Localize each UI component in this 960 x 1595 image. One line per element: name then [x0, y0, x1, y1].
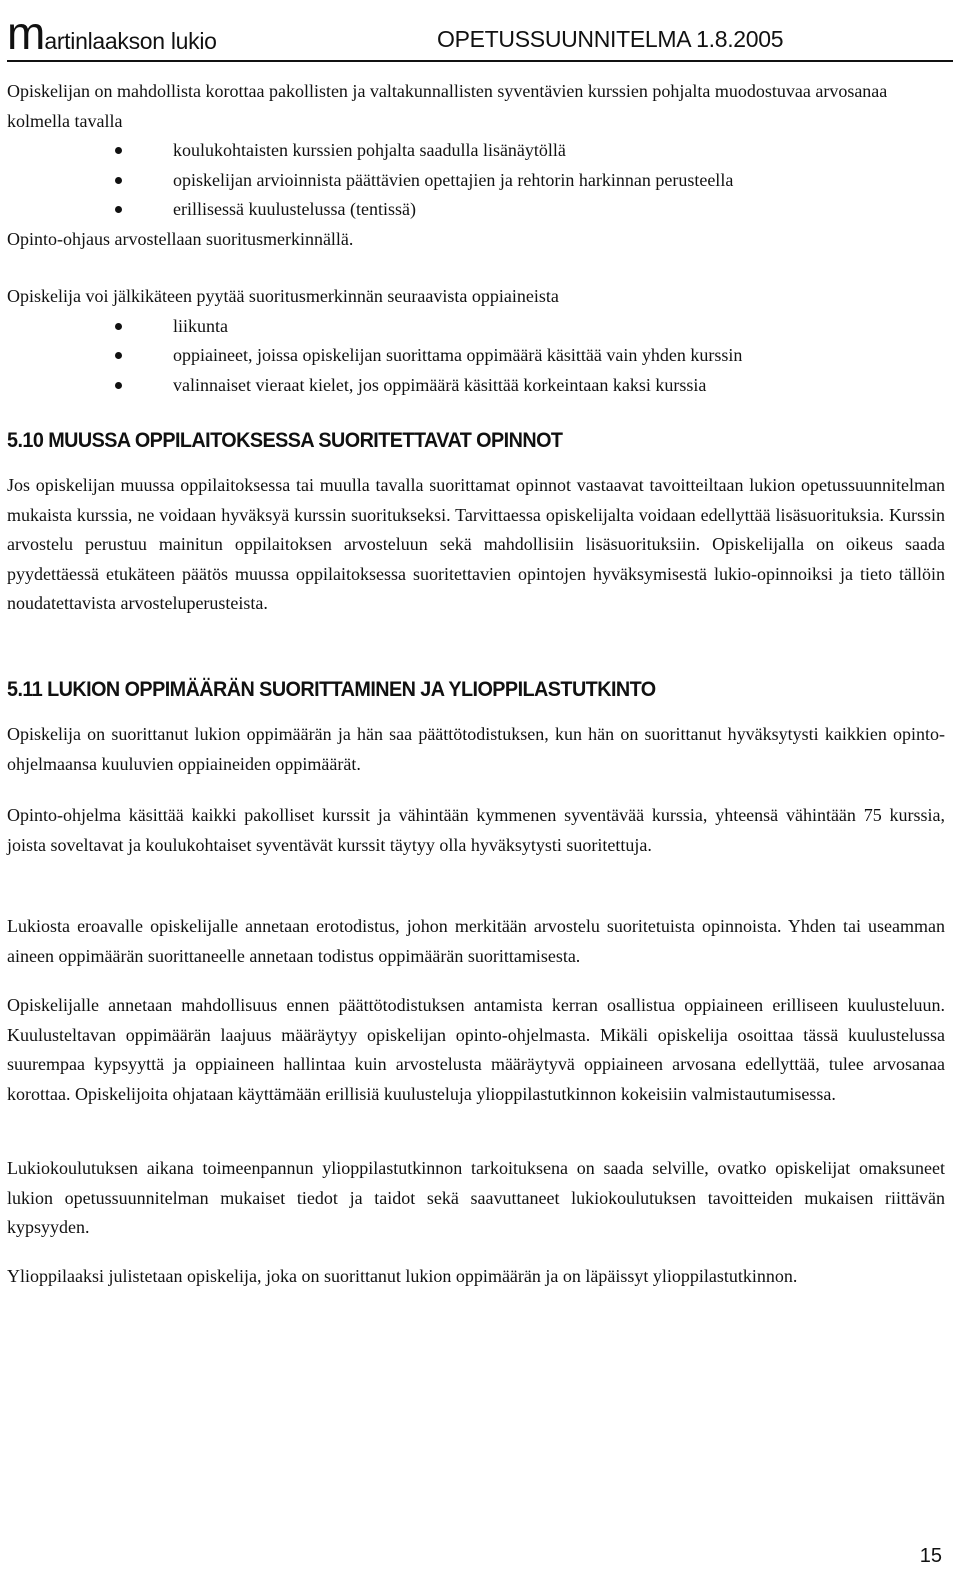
section-heading-5-10: 5.10 MUUSSA OPPILAITOKSESSA SUORITETTAVAT OPINNOT — [7, 428, 563, 452]
list-item — [7, 166, 945, 196]
curriculum-title: OPETUSSUUNNITELMA 1.8.2005 — [437, 26, 784, 52]
section-5-11-paragraph-4 — [7, 991, 945, 1109]
section-5-11-paragraph-2 — [7, 801, 945, 860]
list-item — [7, 195, 945, 225]
bullet-icon — [115, 177, 122, 184]
paragraph: Lukiokoulutuksen aikana toimeenpannun ylioppilastutkinnon tarkoituksena on saada selville, ovatko opiskelijat omaksuneet lukion opetussuunnitelman mukaiset tiedot ja taidot sekä saavuttaneet lukiokoulutuksen tavoitteiden mukaisen riittävän kypsyyden. — [7, 1158, 945, 1237]
bullet-icon — [115, 206, 122, 213]
list-item — [7, 371, 945, 401]
paragraph: Ylioppilaaksi julistetaan opiskelija, joka on suorittanut lukion oppimäärän ja on läpäissyt ylioppilastutkinnon. — [7, 1266, 798, 1286]
page-number: 15 — [919, 1545, 942, 1567]
grade-improvement-intro: Opiskelijan on mahdollista korottaa pakollisten ja valtakunnallisten syventävien kurssien pohjalta muodostuvaa arvosanaa kolmella tavalla — [7, 81, 888, 131]
header-rule — [7, 60, 953, 62]
guidance-grading-note: Opinto-ohjaus arvostellaan suoritusmerkinnällä. — [7, 228, 354, 249]
bullet-icon — [115, 147, 122, 154]
paragraph: Opinto-ohjelma käsittää kaikki pakolliset kurssit ja vähintään kymmenen syventävää kurssia, yhteensä vähintään 75 kurssia, joista soveltavat ja koulukohtaiset syventävät kurssit täytyy olla hyväksytysti suoritettuja. — [7, 805, 945, 855]
list-item-text: liikunta — [173, 315, 228, 336]
section-5-11-paragraph-1 — [7, 720, 945, 779]
list-item-text: oppiaineet, joissa opiskelijan suorittama oppimäärä käsittää vain yhden kurssin — [173, 345, 743, 365]
page-header — [7, 7, 953, 62]
list-item — [7, 136, 945, 166]
grade-improvement-list — [7, 136, 945, 225]
list-item — [7, 341, 945, 371]
paragraph: Lukiosta eroavalle opiskelijalle annetaan erotodistus, johon merkitään arvostelu suoritetuista opinnoista. Yhden tai useamman aineen oppimäärän suorittaneelle annetaan todistus oppimäärän suorittamisesta. — [7, 916, 945, 966]
school-name — [7, 7, 217, 59]
paragraph: Jos opiskelijan muussa oppilaitoksessa tai muulla tavalla suorittamat opinnot vastaavat tavoitteiltaan lukion opetussuunnitelman mukaista kurssia, ne voidaan hyväksyä kurssin suoritukseksi. Tarvittaessa opiskelijalta voidaan edellyttää lisäsuorituksia. Kurssin arvostelu perustuu mainitun oppilaitoksen arvosteluun sekä mahdollisiin lisäsuorituksiin. Opiskelijalla on oikeus saada pyydettäessä etukäteen päätös muussa oppilaitoksessa suoritettavien opintojen hyväksymisestä lukio-opinnoiksi ja tieto tällöin noudatettavista arvosteluperusteista. — [7, 475, 945, 613]
bullet-icon — [115, 352, 122, 359]
list-item — [7, 312, 945, 342]
list-item-text: erillisessä kuulustelussa (tentissä) — [173, 199, 416, 219]
completion-mark-block — [7, 282, 945, 400]
section-5-11-paragraph-3 — [7, 912, 945, 971]
section-5-11-paragraph-5 — [7, 1154, 945, 1243]
list-item-text: koulukohtaisten kurssien pohjalta saadulla lisänäytöllä — [173, 140, 566, 160]
grade-improvement-block — [7, 77, 945, 254]
completion-mark-intro: Opiskelija voi jälkikäteen pyytää suoritusmerkinnän seuraavista oppiaineista — [7, 286, 559, 306]
completion-mark-list — [7, 312, 945, 401]
section-5-11-paragraph-6 — [7, 1262, 945, 1292]
paragraph: Opiskelija on suorittanut lukion oppimäärän ja hän saa päättötodistuksen, kun hän on suorittanut hyväksytysti kaikkien opinto-ohjelmaansa kuuluvien oppiaineiden oppimäärät. — [7, 724, 945, 774]
list-item-text: opiskelijan arvioinnista päättävien opettajien ja rehtorin harkinnan perusteella — [173, 169, 734, 190]
bullet-icon — [115, 382, 122, 389]
list-item-text: valinnaiset vieraat kielet, jos oppimäärä käsittää korkeintaan kaksi kurssia — [173, 374, 707, 395]
paragraph: Opiskelijalle annetaan mahdollisuus ennen päättötodistuksen antamista kerran osallistua oppiaineen erilliseen kuulusteluun. Kuulusteltavan oppimäärän laajuus määräytyy opiskelijan opinto-ohjelmasta. Mikäli opiskelija osoittaa tässä kuulustelussa suurempaa kypsyyttä ja oppiaineen hallintaa kuin arvostelusta määräytyvä oppiaineen arvosana edellyttää, tulee arvosanaa korottaa. Opiskelijoita ohjataan käyttämään erillisiä kuulusteluja ylioppilastutkinnon kokeisiin valmistautumisessa. — [7, 995, 945, 1104]
section-heading-5-11: 5.11 LUKION OPPIMÄÄRÄN SUORITTAMINEN JA YLIOPPILASTUTKINTO — [7, 677, 656, 701]
school-name-initial: m — [7, 7, 45, 59]
section-5-10-body — [7, 471, 945, 619]
bullet-icon — [115, 323, 122, 330]
school-name-rest: artinlaakson lukio — [44, 28, 217, 54]
